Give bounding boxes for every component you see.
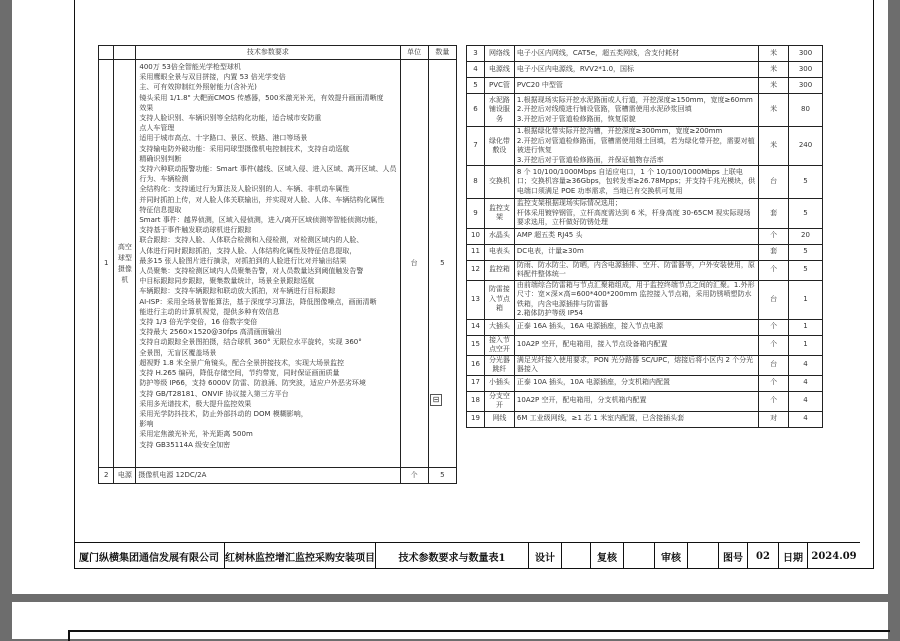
row-qty: 240 <box>789 127 823 166</box>
spec-line: AI-ISP：采用全场景智能算法，基于深度学习算法，降低图像噪点，画面清晰 <box>139 297 377 306</box>
spec-line: 中目标跟踪同步跟踪，聚集数量统计，场景全景跟踪巡航 <box>139 277 315 286</box>
row-unit: 米 <box>759 78 789 94</box>
row-spec: 6M 工业级网线，≥1 芯 1 米室内配置，已含接插头套 <box>514 411 758 427</box>
project-name: 红树林监控增汇监控采购安装项目 <box>225 543 376 569</box>
row-unit: 套 <box>759 199 789 229</box>
spec-line: 效果 <box>139 103 154 112</box>
spec-line: 支持自动跟踪全景图拍摄，结合球机 360° 无限位水平旋转，实现 360° <box>139 338 362 347</box>
row-spec: 电子小区内网线，CAT5e，超五类网线，含支付耗材 <box>514 46 758 62</box>
row-name: 电表头 <box>484 244 514 260</box>
table-row <box>467 375 823 391</box>
table-row <box>467 94 823 127</box>
table-row <box>467 166 823 199</box>
table-row <box>467 199 823 229</box>
row-unit: 米 <box>759 94 789 127</box>
header-qty: 数量 <box>428 46 456 60</box>
row-no: 14 <box>467 319 485 335</box>
spec-line: 车辆跟踪：支持车辆跟踪和联动放大抓拍，对车辆进行目标跟踪 <box>139 287 336 296</box>
spec-line: 支持 GB35114A 级安全加密 <box>139 440 231 449</box>
row-spec: 正泰 16A 插头，16A 电源插座，接入节点电源 <box>514 319 758 335</box>
row-unit: 个 <box>759 335 789 355</box>
header-no <box>99 46 114 60</box>
row-unit: 台 <box>759 280 789 319</box>
drawing-no: 02 <box>748 543 779 569</box>
row-name: 水泥路铺设服务 <box>484 94 514 127</box>
row-no: 5 <box>467 78 485 94</box>
design-label: 设计 <box>529 543 562 569</box>
row-spec: 电子小区内电源线，RVV2*1.0，国标 <box>514 62 758 78</box>
review-signature <box>624 543 655 569</box>
sheet-title: 技术参数要求与数量表1 <box>376 543 529 569</box>
row-no: 11 <box>467 244 485 260</box>
row-unit: 台 <box>400 60 428 468</box>
row-unit: 个 <box>400 468 428 484</box>
row-qty: 4 <box>789 375 823 391</box>
row-no: 18 <box>467 391 485 411</box>
row-name: 电源 <box>114 468 136 484</box>
table-row <box>467 78 823 94</box>
title-block <box>74 542 860 569</box>
row-name: 电源线 <box>484 62 514 78</box>
row-qty: 5 <box>789 166 823 199</box>
row-unit: 个 <box>759 375 789 391</box>
spec-line: 支持六种联动报警功能：Smart 事件(越线、区域入侵、进入区域、离开区域、人员 <box>139 165 397 174</box>
spec-line: 人体进行同时跟踪抓拍，支持人脸、人体结构化属性及特征信息提取， <box>139 246 357 255</box>
row-qty: 1 <box>789 319 823 335</box>
row-spec: 8 个 10/100/1000Mbps 自适应电口，1 个 10/100/1000Mbps 上联电口；交换机容量≥36Gbps，包转发率≥26.78Mpps；并支持千兆光模块，供电端口须满足 POE 功率需求，当地已有交换机可复用 <box>514 166 758 199</box>
row-unit: 对 <box>759 411 789 427</box>
table-resize-handle[interactable]: ⊟ <box>430 394 442 406</box>
row-name: 监控支架 <box>484 199 514 229</box>
row-qty: 5 <box>789 199 823 229</box>
drawing-no-label: 图号 <box>719 543 748 569</box>
row-spec: PVC20 中型管 <box>514 78 758 94</box>
table-row <box>467 127 823 166</box>
spec-line: 点人车管理 <box>139 124 175 133</box>
row-no: 13 <box>467 280 485 319</box>
header-name <box>114 46 136 60</box>
row-no: 12 <box>467 260 485 280</box>
table-row <box>99 468 457 484</box>
row-no: 1 <box>99 60 114 468</box>
spec-line: 能进行主动的计算机视觉，提供多种有效信息 <box>139 307 280 316</box>
spec-line: 400万 53倍全智能光学枪型球机 <box>139 63 241 71</box>
row-name: 网络线 <box>484 46 514 62</box>
table-row <box>467 260 823 280</box>
spec-table-right <box>466 45 823 428</box>
review-label: 复核 <box>591 543 624 569</box>
table-row <box>467 244 823 260</box>
row-name: 分支空开 <box>484 391 514 411</box>
row-unit: 个 <box>759 319 789 335</box>
spec-line: 影响 <box>139 420 154 429</box>
row-no: 4 <box>467 62 485 78</box>
row-unit: 台 <box>759 355 789 375</box>
spec-line: 联合跟踪：支持人脸、人体联合检测和入侵检测，对检测区域内的人脸、 <box>139 236 364 245</box>
spec-line: 全景图，无盲区覆盖场景 <box>139 348 217 357</box>
row-spec: 正泰 10A 插头，10A 电源插座，分支机箱内配置 <box>514 375 758 391</box>
row-name: PVC管 <box>484 78 514 94</box>
spec-line: Smart 事件：越界侦测，区域入侵侦测，进入/离开区域侦测等智能侦测功能， <box>139 216 383 225</box>
row-name: 接入节点空开 <box>484 335 514 355</box>
spec-line: 支持 H.265 编码，降低存储空间，节约带宽，同时保证画面质量 <box>139 369 340 378</box>
row-spec: 监控支架根据现场实际情况选用； 杆体采用镀锌钢管，立杆高度需达到 6 米，杆身高度 30-65CM 视实际现场要求选用，立杆做好防锈处理 <box>514 199 758 229</box>
table-row <box>99 60 457 468</box>
row-spec: 1.根据绿化带实际开挖沟槽，开挖深度≥300mm，宽度≥200mm 2.开挖后对管道检修路面，管槽需使用细土回填，若为绿化带开挖，需要对植被进行恢复 3.开挖后对于管道检修路面，并保证植物存活率 <box>514 127 758 166</box>
spec-line: 行为、车辆检测 <box>139 175 189 184</box>
row-unit: 台 <box>759 166 789 199</box>
table-row <box>467 391 823 411</box>
row-unit: 个 <box>759 260 789 280</box>
spec-line: 采用光学防抖技术，防止外部抖动的 DOM 模糊影响， <box>139 409 308 418</box>
row-unit: 米 <box>759 46 789 62</box>
row-spec: AMP 超五类 RJ45 头 <box>514 228 758 244</box>
row-no: 2 <box>99 468 114 484</box>
table-row <box>467 228 823 244</box>
approve-signature <box>688 543 719 569</box>
row-spec: 摄像机电源 12DC/2A <box>136 468 400 484</box>
header-unit: 单位 <box>400 46 428 60</box>
row-no: 9 <box>467 199 485 229</box>
row-name: 水晶头 <box>484 228 514 244</box>
row-qty: 1 <box>789 280 823 319</box>
row-no: 7 <box>467 127 485 166</box>
spec-line: 主、可有效抑制红外照射能力(含补光) <box>139 83 257 92</box>
spec-line: 支持 GB/T28181、ONVIF 协议接入第三方平台 <box>139 389 289 398</box>
spec-line: 支持最大 2560×1520@30fps 高清画面输出 <box>139 328 282 337</box>
row-unit: 个 <box>759 228 789 244</box>
row-unit: 个 <box>759 391 789 411</box>
row-spec: 满足光纤接入使用要求，PON 光分路器 SC/UPC，熔接后将小区内 2 个分光器接入 <box>514 355 758 375</box>
spec-line: 特征信息提取 <box>139 205 182 214</box>
spec-line: 采用定焦激光补光，补光距离 500m <box>139 430 253 439</box>
spec-table-left <box>98 45 457 484</box>
spec-line: 采用多光谱技术，极大提升监控效果 <box>139 399 252 408</box>
company-name: 厦门纵横集团通信发展有限公司 <box>74 543 225 569</box>
table-row <box>467 355 823 375</box>
spec-line: 全结构化：支持通过行为算法及人脸识别的人、车辆、非机动车属性 <box>139 185 350 194</box>
row-spec <box>136 60 400 468</box>
next-sheet-frame <box>68 630 890 641</box>
spec-line: 适用于城市高点、十字路口、景区、铁路、港口等场景 <box>139 134 308 143</box>
row-qty: 4 <box>789 411 823 427</box>
row-qty: 300 <box>789 46 823 62</box>
row-spec: 防雨、防水防尘、防晒，内含电源插排、空开、防雷器等，户外安装使用，原料配件整体统一 <box>514 260 758 280</box>
row-name: 大插头 <box>484 319 514 335</box>
table-row <box>467 280 823 319</box>
date-label: 日期 <box>779 543 808 569</box>
approve-label: 审核 <box>655 543 688 569</box>
row-qty: 300 <box>789 78 823 94</box>
row-spec: 由前端综合防雷箱与节点汇聚箱组成，用于监控终端节点之间的汇聚。1.外形尺寸：宽×深×高=600*400*200mm 监控接入节点箱，采用防锈喷塑防水铁箱，内含电源插排与防雷器 2.箱体防护等级 IP54 <box>514 280 758 319</box>
row-qty: 300 <box>789 62 823 78</box>
table-row <box>467 319 823 335</box>
row-name: 网线 <box>484 411 514 427</box>
row-spec: DC电表，计量≥30m <box>514 244 758 260</box>
row-no: 8 <box>467 166 485 199</box>
row-unit: 米 <box>759 127 789 166</box>
row-name: 绿化带敷设 <box>484 127 514 166</box>
date-value: 2024.09 <box>811 550 857 562</box>
row-qty: 4 <box>789 355 823 375</box>
row-qty: 80 <box>789 94 823 127</box>
row-qty: 5 <box>789 260 823 280</box>
next-drawing-sheet <box>12 602 888 639</box>
row-spec: 10A2P 空开，配电箱用，分支机箱内配置 <box>514 391 758 411</box>
spec-line: 支持输电防外破功能：采用同球型摄像机电控制技术，支持自动巡航 <box>139 144 350 153</box>
row-no: 16 <box>467 355 485 375</box>
spec-line: 支持 1/3 倍光学变倍，16 倍数字变倍 <box>139 318 258 327</box>
table-header-row <box>99 46 457 60</box>
row-unit: 套 <box>759 244 789 260</box>
row-name: 分光器跳纤 <box>484 355 514 375</box>
row-name: 小插头 <box>484 375 514 391</box>
row-qty: 5 <box>428 468 456 484</box>
row-no: 17 <box>467 375 485 391</box>
row-no: 19 <box>467 411 485 427</box>
header-spec: 技术参数要求 <box>136 46 400 60</box>
row-name: 高空球型摄像机 <box>114 60 136 468</box>
spec-line: 超视野 1.8 米全景广角镜头，配合全景拼接技术，实现大场景监控 <box>139 358 344 367</box>
row-no: 15 <box>467 335 485 355</box>
table-row <box>467 411 823 427</box>
spec-line: 最多15 张人脸图片进行摘录，对抓拍到的人脸进行比对并输出结果 <box>139 256 347 265</box>
spec-line: 精确识别判断 <box>139 154 182 163</box>
row-name: 交换机 <box>484 166 514 199</box>
row-qty: 5 <box>428 60 456 468</box>
row-qty: 20 <box>789 228 823 244</box>
row-no: 3 <box>467 46 485 62</box>
row-qty: 4 <box>789 391 823 411</box>
table-row <box>467 335 823 355</box>
spec-line: 支持基于事件触发联动球机进行跟踪 <box>139 226 252 235</box>
design-signature <box>562 543 591 569</box>
spec-line: 采用鹰眼全景与双目拼接，内置 53 倍光学变倍 <box>139 73 286 82</box>
spec-line: 支持人脸识别、车辆识别等全结构化功能，适合城市安防重 <box>139 114 322 123</box>
row-unit: 米 <box>759 62 789 78</box>
table-row <box>467 46 823 62</box>
row-no: 10 <box>467 228 485 244</box>
table-row <box>467 62 823 78</box>
row-name: 防雷接入节点箱 <box>484 280 514 319</box>
row-qty: 1 <box>789 335 823 355</box>
row-no: 6 <box>467 94 485 127</box>
row-spec: 1.根据现场实际开挖水泥路面或人行道，开挖深度≥150mm，宽度≥60mm 2.开挖后对线缆进行铺设管路，管槽需使用水泥砂浆回填 3.开挖后对于管道检修路面，恢复原貌 <box>514 94 758 127</box>
spec-line: 人员聚集：支持检测区域内人员聚集告警，对人员数量达到阈值触发告警 <box>139 267 364 276</box>
spec-line: 并同时抓拍上传，对人脸人体关联输出，并实现对人脸、人体、车辆结构化属性 <box>139 195 385 204</box>
row-qty: 5 <box>789 244 823 260</box>
row-name: 监控箱 <box>484 260 514 280</box>
spec-line: 镜头采用 1/1.8" 大靶面CMOS 传感器，500米激光补光，有效提升画面清晰度 <box>139 93 384 102</box>
spec-line: 防护等级 IP66，支持 6000V 防雷、防浪涌、防突波，适应户外恶劣环境 <box>139 379 366 388</box>
row-spec: 10A2P 空开，配电箱用，接入节点设备箱内配置 <box>514 335 758 355</box>
